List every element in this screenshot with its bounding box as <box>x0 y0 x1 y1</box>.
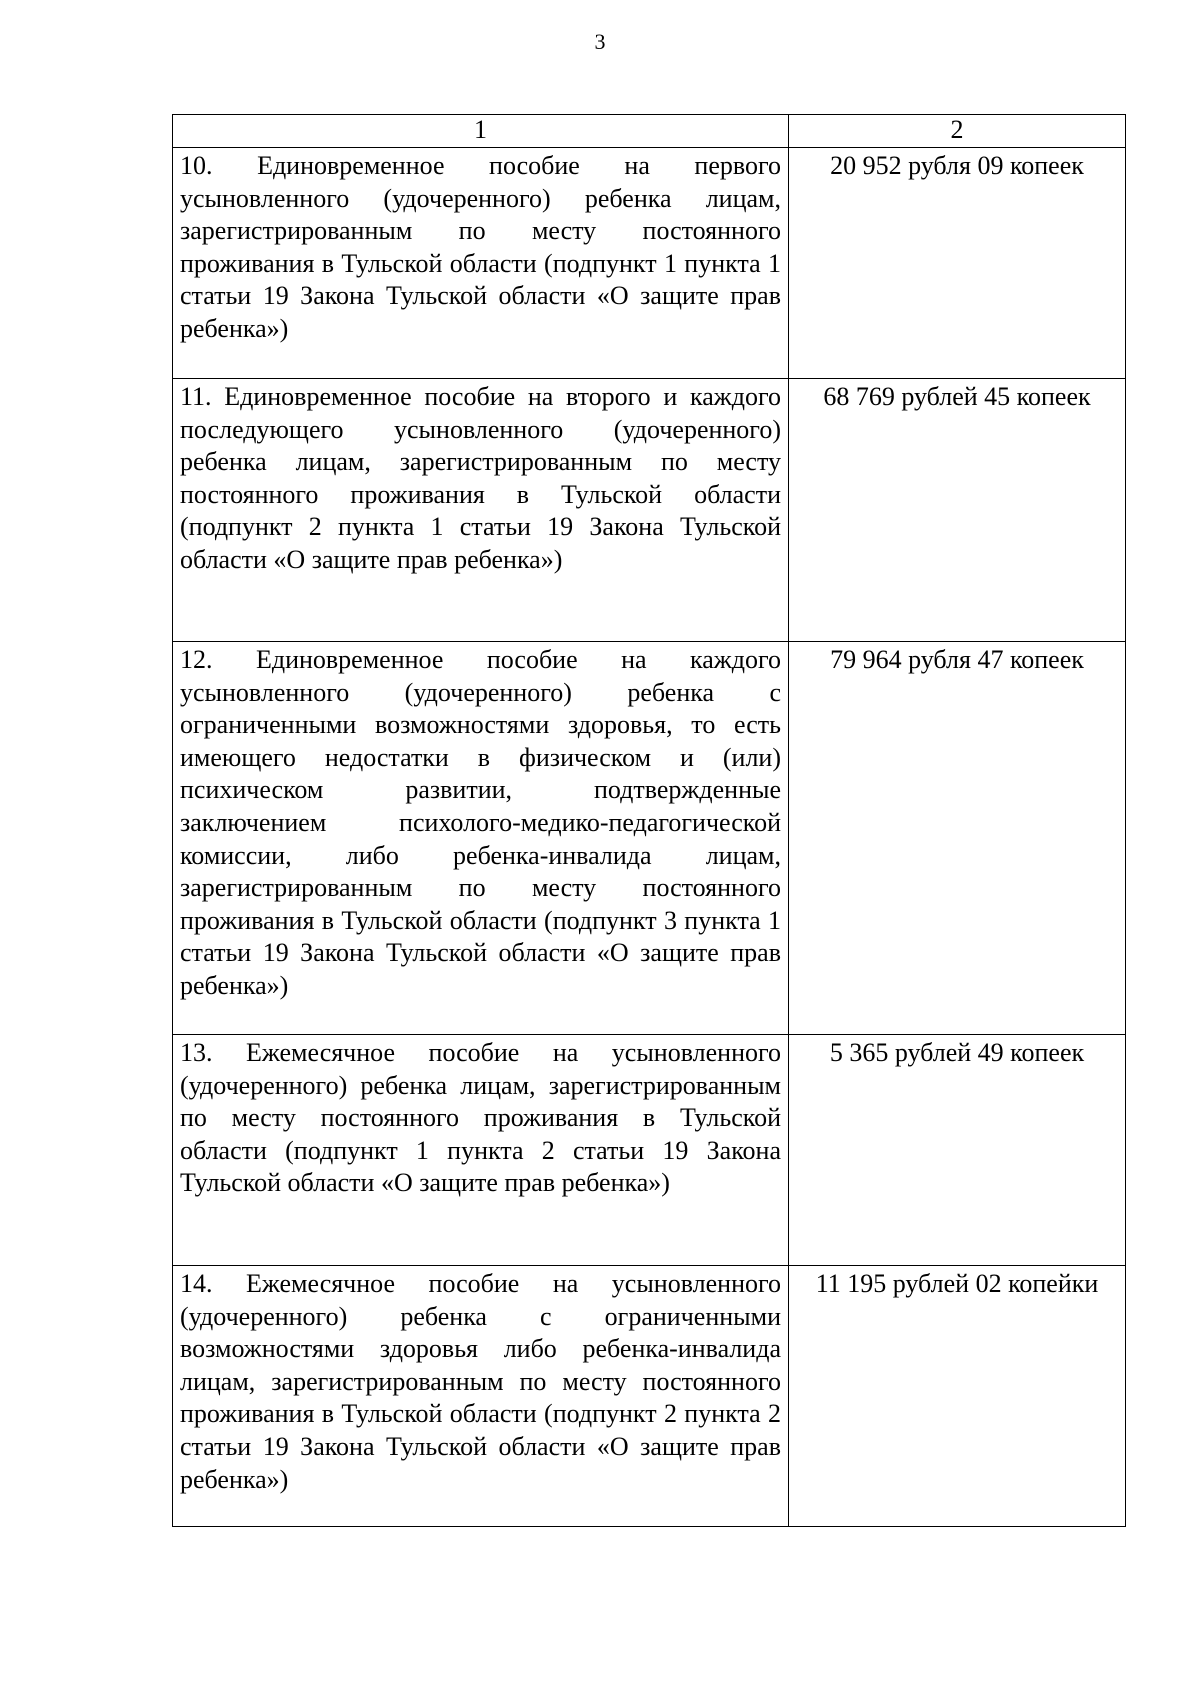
benefit-description: 13. Ежемесячное пособие на усыновленного (удочеренного) ребенка лицам, зарегистрированным по месту постоянного проживания в Тульской области (подпункт 1 пункта 2 статьи 19 Закона Тульской области «О защите прав ребенка») <box>173 1035 789 1266</box>
table-row <box>173 1266 1126 1527</box>
benefit-amount: 20 952 рубля 09 копеек <box>789 148 1126 379</box>
header-cell-column-1: 1 <box>173 115 789 148</box>
header-row <box>173 115 1126 148</box>
table-row <box>173 148 1126 379</box>
table-header <box>173 115 1126 148</box>
benefit-description: 12. Единовременное пособие на каждого усыновленного (удочеренного) ребенка с ограниченными возможностями здоровья, то есть имеющего недостатки в физическом и (или) психическом развитии, подтвержденные заключением психолого-медико-педагогической комиссии, либо ребенка-инвалида лицам, зарегистрированным по месту постоянного проживания в Тульской области (подпункт 3 пункта 1 статьи 19 Закона Тульской области «О защите прав ребенка») <box>173 642 789 1035</box>
table-row <box>173 379 1126 642</box>
benefit-description: 10. Единовременное пособие на первого усыновленного (удочеренного) ребенка лицам, зарегистрированным по месту постоянного проживания в Тульской области (подпункт 1 пункта 1 статьи 19 Закона Тульской области «О защите прав ребенка») <box>173 148 789 379</box>
table-row <box>173 1035 1126 1266</box>
header-cell-column-2: 2 <box>789 115 1126 148</box>
benefit-amount: 79 964 рубля 47 копеек <box>789 642 1126 1035</box>
table-body <box>173 148 1126 1527</box>
benefit-description: 14. Ежемесячное пособие на усыновленного (удочеренного) ребенка с ограниченными возможностями здоровья либо ребенка-инвалида лицам, зарегистрированным по месту постоянного проживания в Тульской области (подпункт 2 пункта 2 статьи 19 Закона Тульской области «О защите прав ребенка») <box>173 1266 789 1527</box>
benefit-description: 11. Единовременное пособие на второго и каждого последующего усыновленного (удочеренного) ребенка лицам, зарегистрированным по месту постоянного проживания в Тульской области (подпункт 2 пункта 1 статьи 19 Закона Тульской области «О защите прав ребенка») <box>173 379 789 642</box>
page-number: 3 <box>594 29 606 54</box>
benefit-amount: 5 365 рублей 49 копеек <box>789 1035 1126 1266</box>
benefit-amount: 11 195 рублей 02 копейки <box>789 1266 1126 1527</box>
benefit-amount: 68 769 рублей 45 копеек <box>789 379 1126 642</box>
benefits-table <box>172 114 1126 1527</box>
table-row <box>173 642 1126 1035</box>
